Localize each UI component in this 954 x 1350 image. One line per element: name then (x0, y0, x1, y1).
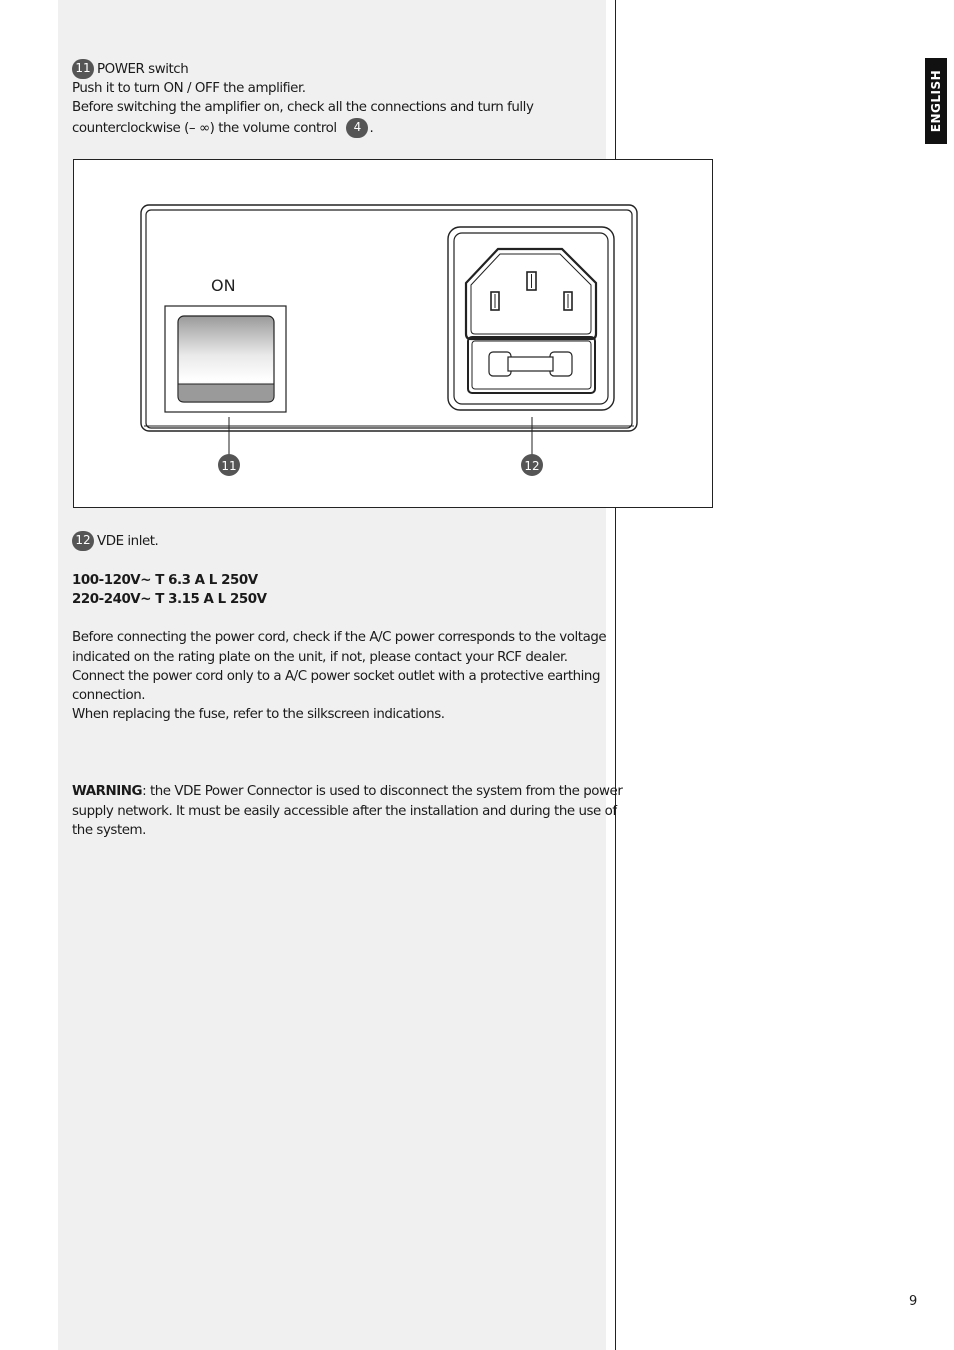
switch-on-label: ON (211, 276, 236, 295)
power-cord-line-3: Connect the power cord only to a A/C power socket outlet with a protective earthing (72, 669, 601, 684)
inlet-housing-inner (454, 233, 608, 404)
fuse-body (508, 357, 553, 371)
callout-badge-4: 4 (346, 118, 368, 138)
warning-line-3: the system. (72, 823, 146, 838)
power-cord-line-4: connection. (72, 688, 146, 703)
fuse-rating-line-1: 100-120V~ T 6.3 A L 250V (72, 573, 258, 588)
section-11-line-3 (72, 118, 373, 138)
iec-socket-outer (466, 249, 596, 339)
volume-control-text: counterclockwise (– ∞) the volume control (72, 121, 337, 136)
callout-label-11: 11 (221, 459, 237, 473)
rear-panel-diagram (74, 160, 714, 509)
section-11-line-2: Before switching the amplifier on, check all the connections and turn fully (72, 100, 534, 115)
fuse-rating-line-2: 220-240V~ T 3.15 A L 250V (72, 592, 267, 607)
warning-label: WARNING (72, 784, 143, 799)
callout-label-12: 12 (524, 459, 540, 473)
language-label: ENGLISH (929, 69, 944, 133)
callout-badge-11: 11 (72, 59, 94, 79)
vde-inlet-title: VDE inlet. (97, 534, 159, 549)
language-tab (925, 58, 947, 144)
section-11-line-1: Push it to turn ON / OFF the amplifier. (72, 81, 306, 96)
section-12-title-line (72, 531, 158, 551)
power-cord-line-2: indicated on the rating plate on the unit, if not, please contact your RCF dealer. (72, 650, 568, 665)
page-number: 9 (909, 1294, 918, 1309)
rear-panel-figure (73, 159, 713, 508)
power-switch-title: POWER switch (97, 62, 189, 77)
warning-line-1 (72, 782, 622, 801)
warning-text-1: : the VDE Power Connector is used to disconnect the system from the power (142, 784, 623, 799)
iec-socket-inner (471, 254, 591, 334)
callout-badge-12: 12 (72, 531, 94, 551)
section-11-title-line (72, 59, 188, 79)
period: . (369, 121, 374, 136)
power-cord-line-1: Before connecting the power cord, check if the A/C power corresponds to the voltage (72, 630, 607, 645)
switch-rocker-lower (178, 384, 274, 402)
fuse-replacement-line: When replacing the fuse, refer to the silkscreen indications. (72, 707, 445, 722)
warning-line-2: supply network. It must be easily accessible after the installation and during the use of (72, 804, 617, 819)
